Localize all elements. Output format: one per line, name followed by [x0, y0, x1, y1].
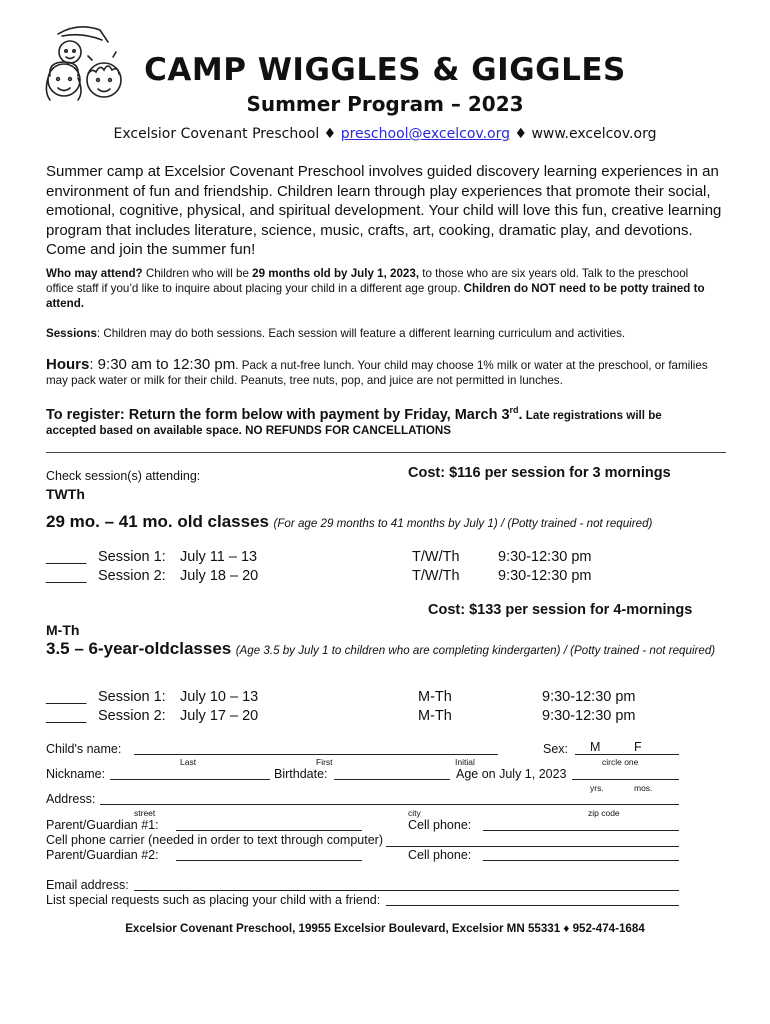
cost-3-mornings: Cost: $116 per session for 3 mornings	[408, 465, 671, 481]
session-label: Session 1:	[98, 549, 166, 565]
session-time: 9:30-12:30 pm	[498, 549, 592, 565]
days-twth: TWTh	[46, 486, 85, 502]
website-text: www.excelcov.org	[531, 126, 657, 142]
group2-note: (Age 3.5 by July 1 to children who are completing kindergarten) / (Potty trained - not required)	[235, 644, 716, 657]
cell1-label: Cell phone:	[408, 818, 472, 832]
footer-address	[0, 922, 770, 935]
page-title: CAMP WIGGLES & GIGGLES	[144, 52, 626, 88]
hours-text: . Pack a nut-free lunch. Your child may choose 1% milk or water at the preschool, or families may pack water or milk for their child. Peanuts, tree nuts, pop, and juice are not permitted in lunches.	[46, 359, 708, 387]
special-requests-field[interactable]	[386, 905, 679, 906]
who-text: Children who will be	[142, 267, 253, 280]
register-end: .	[518, 406, 523, 423]
session-dates: July 11 – 13	[180, 549, 258, 565]
session-label: Session 2:	[98, 708, 166, 724]
session-time: 9:30-12:30 pm	[498, 568, 592, 584]
group2-sessions	[46, 688, 686, 726]
session-dates: July 10 – 13	[180, 689, 259, 705]
hours-paragraph	[46, 357, 726, 388]
session-row	[46, 707, 686, 726]
hours-label: Hours	[46, 356, 90, 373]
session-days: T/W/Th	[412, 549, 460, 565]
first-caption: First	[316, 757, 333, 767]
session-dates: July 17 – 20	[180, 708, 259, 724]
last-caption: Last	[180, 757, 197, 767]
group1-note: (For age 29 months to 41 months by July 1) / (Potty trained - not required)	[273, 517, 653, 530]
carrier-field[interactable]	[386, 846, 679, 847]
session-row	[46, 688, 686, 707]
who-text-2: to those who are six years old. Talk to the preschool office staff if you’d like to inquire about placing your child in a different age group.	[46, 267, 689, 295]
birthdate-field[interactable]	[334, 779, 450, 780]
session-checkbox-blank[interactable]: _____	[46, 549, 87, 565]
address-field[interactable]	[100, 804, 679, 805]
check-sessions-label: Check session(s) attending:	[46, 469, 201, 483]
child-name-field[interactable]	[134, 754, 498, 755]
session-label: Session 1:	[98, 689, 166, 705]
session-label: Session 2:	[98, 568, 166, 584]
parent1-field[interactable]	[176, 830, 362, 831]
sessions-label: Sessions	[46, 327, 97, 340]
register-main: To register: Return the form below with payment by Friday, March 3	[46, 406, 510, 423]
diamond-separator: ♦	[323, 126, 337, 142]
nickname-label: Nickname:	[46, 767, 106, 781]
street-caption: street	[134, 808, 156, 818]
parent2-field[interactable]	[176, 860, 362, 861]
hours-time: : 9:30 am to 12:30 pm	[89, 356, 236, 373]
who-may-attend-paragraph	[46, 266, 718, 311]
age-field[interactable]	[572, 779, 679, 780]
sex-f-option[interactable]: F	[634, 740, 642, 754]
initial-caption: Initial	[455, 757, 475, 767]
session-days: M-Th	[418, 689, 452, 705]
refund-note: accepted based on available space. NO REFUNDS FOR CANCELLATIONS	[46, 424, 452, 437]
footer-phone: 952-474-1684	[572, 922, 645, 935]
circle-one-caption: circle one	[602, 757, 639, 767]
cell2-label: Cell phone:	[408, 848, 472, 862]
email-field[interactable]	[134, 890, 679, 891]
group1-heading	[46, 512, 746, 532]
org-name: Excelsior Covenant Preschool	[113, 126, 320, 142]
sessions-paragraph	[46, 326, 736, 341]
group2-heading	[46, 640, 726, 659]
cost-4-mornings: Cost: $133 per session for 4-mornings	[428, 602, 693, 618]
session-time: 9:30-12:30 pm	[542, 689, 636, 705]
register-line	[46, 405, 736, 423]
who-age: 29 months old by July 1, 2023,	[252, 267, 420, 280]
session-checkbox-blank[interactable]: _____	[46, 708, 87, 724]
sessions-text: : Children may do both sessions. Each session will feature a different learning curriculum and activities.	[96, 327, 626, 340]
cell2-field[interactable]	[483, 860, 679, 861]
group1-sessions	[46, 548, 606, 586]
birthdate-label: Birthdate:	[274, 767, 328, 781]
parent1-label: Parent/Guardian #1:	[46, 818, 159, 832]
address-label: Address:	[46, 792, 96, 806]
session-time: 9:30-12:30 pm	[542, 708, 636, 724]
register-sup: rd	[509, 405, 519, 415]
sex-field[interactable]	[575, 754, 679, 755]
yrs-caption: yrs.	[590, 783, 604, 793]
nickname-field[interactable]	[110, 779, 270, 780]
page-subtitle: Summer Program – 2023	[246, 92, 524, 116]
sex-m-option[interactable]: M	[590, 740, 601, 754]
carrier-label: Cell phone carrier (needed in order to text through computer)	[46, 833, 383, 847]
session-checkbox-blank[interactable]: _____	[46, 568, 87, 584]
diamond-separator: ♦	[514, 126, 528, 142]
cell1-field[interactable]	[483, 830, 679, 831]
intro-paragraph: Summer camp at Excelsior Covenant Preschool involves guided discovery learning experiences in an environment of fun and friendship. Children learn through play experiences that promote their social, emotional, cognitive, physical, and spiritual development. Your child will love this fun, creative learning program that includes literature, science, music, crafts, art, cooking, dramatic play, and devotions. Come and join the summer fun!	[46, 163, 722, 258]
mos-caption: mos.	[634, 783, 653, 793]
days-mth: M-Th	[46, 622, 80, 638]
diamond-separator: ♦	[563, 922, 570, 935]
session-days: M-Th	[418, 708, 452, 724]
email-label: Email address:	[46, 878, 129, 892]
age-label: Age on July 1, 2023	[456, 767, 567, 781]
special-requests-label: List special requests such as placing your child with a friend:	[46, 893, 381, 907]
session-checkbox-blank[interactable]: _____	[46, 689, 87, 705]
group1-title: 29 mo. – 41 mo. old classes	[46, 512, 270, 531]
session-row	[46, 548, 606, 567]
parent2-label: Parent/Guardian #2:	[46, 848, 159, 862]
who-label: Who may attend?	[46, 267, 143, 280]
session-days: T/W/Th	[412, 568, 460, 584]
sex-label: Sex:	[543, 742, 569, 756]
child-name-label: Child's name:	[46, 742, 122, 756]
email-link[interactable]: preschool@excelcov.org	[340, 126, 510, 142]
session-row	[46, 567, 606, 586]
potty-note: Children do NOT need to be potty trained to attend.	[46, 282, 705, 310]
divider	[46, 452, 726, 453]
late-note: Late registrations will be	[522, 408, 662, 422]
contact-line	[0, 126, 770, 142]
zip-caption: zip code	[588, 808, 620, 818]
footer-text: Excelsior Covenant Preschool, 19955 Excelsior Boulevard, Excelsior MN 55331	[125, 922, 561, 935]
session-dates: July 18 – 20	[180, 568, 259, 584]
group2-title: 3.5 – 6-year-oldclasses	[46, 639, 232, 658]
city-caption: city	[408, 808, 421, 818]
